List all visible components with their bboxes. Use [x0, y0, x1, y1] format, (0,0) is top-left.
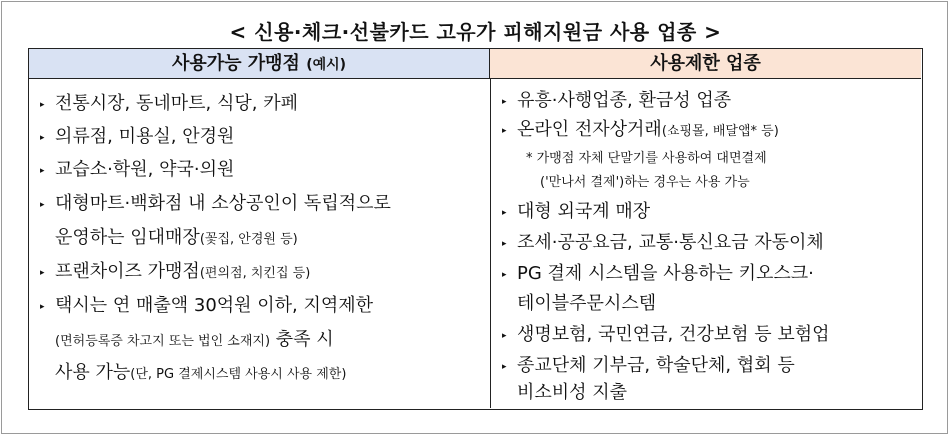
allowed-item-4: 대형마트·백화점 내 소상공인이 독립적으로: [55, 193, 391, 214]
allowed-item-1: 전통시장, 동네마트, 식당, 카페: [55, 93, 298, 114]
bullet-icon: ▸: [502, 239, 507, 249]
bullet-icon: ▸: [40, 100, 45, 110]
restricted-item-7: 종교단체 기부금, 학술단체, 협회 등: [517, 355, 795, 376]
restricted-item-7-cont: 비소비성 지출: [517, 382, 628, 403]
bullet-icon: ▸: [502, 331, 507, 341]
allowed-header-label: 사용가능 가맹점: [171, 53, 300, 74]
restricted-item-5-cont: 테이블주문시스템: [517, 293, 657, 314]
bullet-icon: ▸: [40, 302, 45, 312]
restricted-item-2: 온라인 전자상거래(쇼핑몰, 배달앱* 등): [517, 119, 779, 140]
bullet-icon: ▸: [502, 126, 507, 136]
document-title: < 신용·체크·선불카드 고유가 피해지원금 사용 업종 >: [229, 20, 722, 44]
restricted-item-3: 대형 외국계 매장: [517, 201, 651, 222]
bullet-icon: ▸: [502, 208, 507, 218]
bullet-icon: ▸: [40, 200, 45, 210]
allowed-item-6-cont2: 사용 가능(단, PG 결제시스템 사용시 사용 제한): [55, 362, 347, 383]
column-divider: [490, 79, 491, 408]
allowed-merchants-header: [29, 49, 490, 79]
allowed-item-2: 의류점, 미용실, 안경원: [55, 126, 235, 147]
restricted-item-5: PG 결제 시스템을 사용하는 키오스크·: [517, 263, 814, 284]
allowed-item-4-cont: 운영하는 임대매장(꽃집, 안경원 등): [55, 227, 298, 248]
usage-table: [28, 48, 923, 410]
restricted-industries-header: [490, 49, 921, 79]
restricted-item-2-note: * 가맹점 자체 단말기를 사용하여 대면결제: [526, 151, 767, 166]
bullet-icon: ▸: [40, 268, 45, 278]
allowed-item-6-cont: (면허등록증 차고지 또는 법인 소재지) 충족 시: [55, 329, 334, 350]
restricted-item-4: 조세·공공요금, 교통·통신요금 자동이체: [517, 232, 824, 253]
allowed-item-3: 교습소·학원, 약국·의원: [55, 159, 235, 180]
restricted-item-2-note-cont: ('만나서 결제')하는 경우는 사용 가능: [540, 175, 750, 190]
restricted-header-label: 사용제한 업종: [650, 53, 761, 74]
allowed-header-example: (예시): [306, 57, 347, 73]
allowed-item-5: 프랜차이즈 가맹점(편의점, 치킨집 등): [55, 261, 311, 282]
bullet-icon: ▸: [502, 270, 507, 280]
allowed-item-6: 택시는 연 매출액 30억원 이하, 지역제한: [55, 295, 374, 316]
bullet-icon: ▸: [40, 166, 45, 176]
bullet-icon: ▸: [40, 133, 45, 143]
bullet-icon: ▸: [502, 97, 507, 107]
restricted-item-6: 생명보험, 국민연금, 건강보험 등 보험업: [517, 324, 830, 345]
restricted-item-1: 유흥·사행업종, 환금성 업종: [517, 90, 732, 111]
bullet-icon: ▸: [502, 362, 507, 372]
